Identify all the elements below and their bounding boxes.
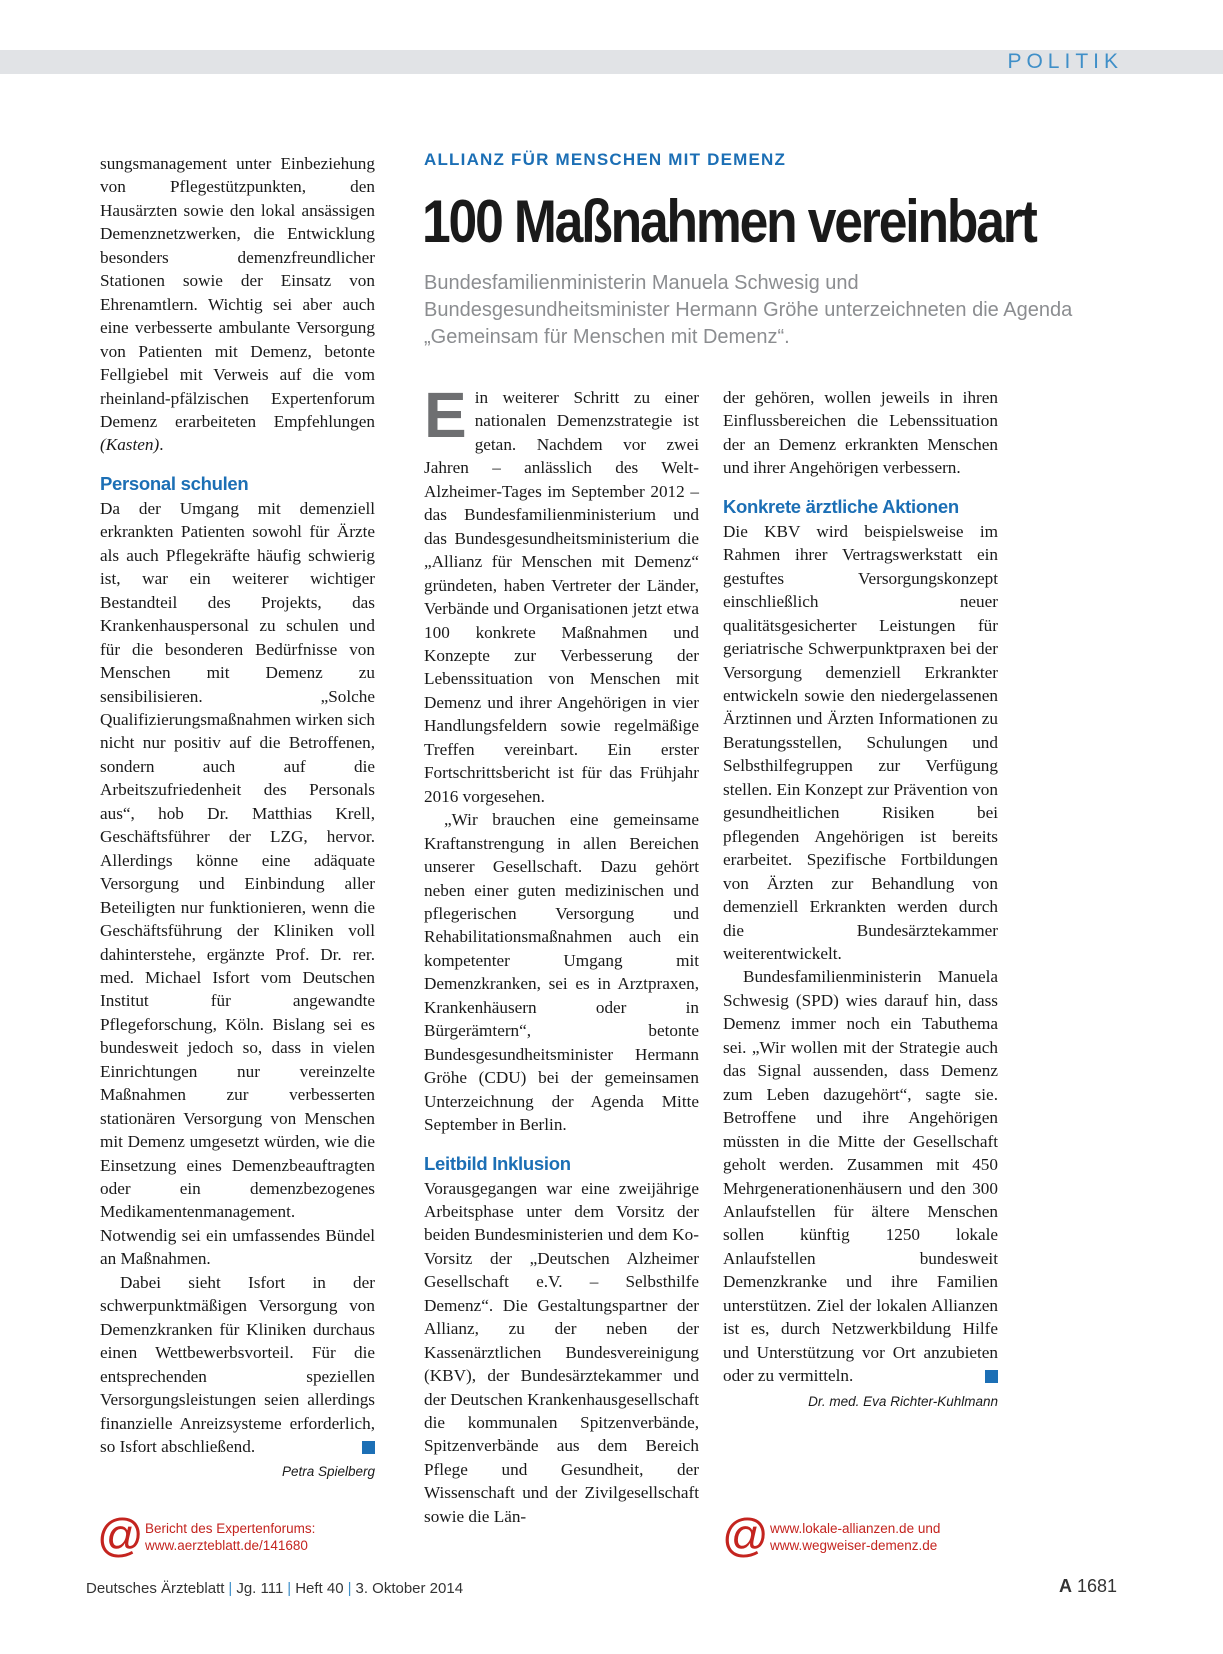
author-byline: Dr. med. Eva Richter-Kuhlmann	[808, 1393, 998, 1409]
subheading-leitbild-inklusion: Leitbild Inklusion	[424, 1152, 571, 1174]
journal-name: Deutsches Ärzteblatt	[86, 1580, 225, 1597]
journal-volume: Jg. 111	[236, 1580, 284, 1597]
paragraph: Bundesfamilienministerin Manuela Schwesig (SPD) wies darauf hin, dass Demenz immer noch ein Tabuthema sei. „Wir wollen mit der Strategie auch das Signal aussenden, dass Demenz zum Leben dazugehört“, sagte sie. Betroffene und ihre Angehörigen müssten in die Mitte der Gesellschaft geholt werden. Zusammen mit 450 Mehrgenerationenhäusern und den 300 Anlaufstellen für ältere Menschen sollen künftig 1250 lokale Anlaufstellen bundesweit Demenzkranke und ihre Familien unterstützen. Ziel der lokalen Allianzen ist es, durch Netzwerkbildung Hilfe und Unterstützung vor Ort anzubieten oder zu vermitteln.	[723, 967, 998, 1386]
paragraph: Die KBV wird beispielsweise im Rahmen ihrer Vertragswerkstatt ein gestuftes Versorgungskonzept einschließlich neuer qualitätsgesicherter Leistungen für geriatrische Schwerpunktpraxen bei der Versorgung demenziell Erkrankter entwickeln sowie den niedergelassenen Ärztinnen und Ärzten Informationen zu Beratungsstellen, Schulungen und Selbsthilfegruppen zur Verfügung stellen. Ein Konzept zur Prävention von gesundheitlichen Risiken bei pflegenden Angehörigen ist bereits erarbeitet. Spezifische Fortbildungen von Ärzten zur Behandlung von demenziell Erkrankten werden durch die Bundesärztekammer weiterentwickelt.	[723, 521, 998, 963]
end-mark-icon	[985, 1370, 998, 1383]
column-middle	[424, 379, 699, 1528]
paragraph: der gehören, wollen jeweils in ihren Einflussbereichen die Lebenssituation der an Demenz erkrankten Menschen und ihrer Angehörigen verbessern.	[723, 388, 998, 478]
column-left	[100, 152, 375, 1484]
web-link-expertenforum[interactable]: @ Bericht des Expertenforums: www.aerzteblatt.de/141680	[97, 1509, 316, 1561]
paragraph: Da der Umgang mit demenziell erkrankten Patienten sowohl für Ärzte als auch Pflegekräfte häufig schwierig ist, war ein weiterer wichtiger Bestandteil des Projekts, das Krankenhauspersonal zu schulen und für die besonderen Bedürfnisse von Menschen mit Demenz zu sensibilisieren. „Solche Qualifizierungsmaßnahmen wirken sich nicht nur positiv auf die Betroffenen, sondern auch auf die Arbeitszufriedenheit des Personals aus“, hob Dr. Matthias Krell, Geschäftsführer der LZG, hervor. Allerdings könne eine adäquate Versorgung und Einbindung aller Beteiligten nur funktionieren, wenn die Geschäftsführung der Kliniken voll dahinterstehe, ergänzte Prof. Dr. rer. med. Michael Isfort vom Deutschen Institut für angewandte Pflegeforschung, Köln. Bislang sei es bundesweit jedoch so, dass in vielen Einrichtungen nur vereinzelte Maßnahmen zur verbesserten stationären Versorgung von Menschen mit Demenz umgesetzt würden, wie die Einsetzung eines Demenzbeauftragten oder ein demenzbezogenes Medikamentenmanagement. Notwendig sei ein umfassendes Bündel an Maßnahmen.	[100, 498, 375, 1269]
paragraph: Ein weiterer Schritt zu einer nationalen Demenzstrategie ist getan. Nachdem vor zwei Jahren – anlässlich des Welt-Alzheimer-Tages im September 2012 – das Bundesfamilienministerium und das Bundesgesundheitsministerium die „Allianz für Menschen mit Demenz“ gründeten, haben Vertreter der Länder, Verbände und Organisationen jetzt etwa 100 konkrete Maßnahmen und Konzepte zur Verbesserung der Lebenssituation von Menschen mit Demenz und ihrer Angehörigen in vier Handlungsfeldern sowie regelmäßige Treffen vereinbart. Ein erster Fortschrittsbericht ist für das Frühjahr 2016 vorgesehen.	[424, 379, 699, 806]
article-lead: Bundesfamilienministerin Manuela Schwesig und Bundesgesundheitsminister Hermann Gröhe unterzeichneten die Agenda „Gemeinsam für Menschen mit Demenz“.	[424, 272, 1073, 348]
journal-date: 3. Oktober 2014	[355, 1580, 464, 1597]
paragraph: Dabei sieht Isfort in der schwerpunktmäßigen Versorgung von Demenzkranken für Kliniken durchaus einen Wettbewerbsvorteil. Für die entsprechenden speziellen Versorgungsleistungen seien allerdings finanzielle Anreizsysteme erforderlich, so Isfort abschließend.	[100, 1272, 375, 1457]
drop-cap: E	[424, 379, 467, 451]
paragraph: Vorausgegangen war eine zweijährige Arbeitsphase unter dem Vorsitz der beiden Bundesministerien und dem Ko-Vorsitz der „Deutschen Alzheimer Gesellschaft e.V. – Selbsthilfe Demenz“. Die Gestaltungspartner der Allianz, zu der neben der Kassenärztlichen Bundesvereinigung (KBV), der Bundesärztekammer und der Deutschen Krankenhausgesellschaft die kommunalen Spitzenverbände, Spitzenverbände aus dem Bereich Pflege und Gesundheit, der Wissenschaft und der Zivilgesellschaft sowie die Län-	[424, 1178, 699, 1526]
article-kicker: ALLIANZ FÜR MENSCHEN MIT DEMENZ	[424, 150, 787, 169]
column-right	[723, 386, 998, 1413]
journal-issue: Heft 40	[295, 1580, 344, 1597]
section-label: POLITIK	[1007, 50, 1123, 73]
subheading-personal-schulen: Personal schulen	[100, 472, 249, 494]
author-byline: Petra Spielberg	[281, 1464, 375, 1480]
paragraph: sungsmanagement unter Einbeziehung von Pflegestützpunkten, den Hausärzten sowie den lokal ansässigen Demenznetzwerken, die Entwicklung besonders demenzfreundlicher Stationen sowie der Einsatz von Ehrenamtlern. Wichtig sei aber auch eine verbesserte ambulante Versorgung von Patienten mit Demenz, betonte Fellgiebel mit Verweis auf die vom rheinland-pfälzischen Expertenforum Demenz erarbeiteten Empfehlungen (Kasten).	[100, 154, 375, 455]
page-number: A 1681	[1058, 1576, 1117, 1596]
paragraph: „Wir brauchen eine gemeinsame Kraftanstrengung in allen Bereichen unserer Gesellschaft. Dazu gehört neben einer guten medizinischen und pflegerischen Versorgung und Rehabilitationsmaßnahmen auch ein kompetenter Umgang mit Demenzkranken, sei es in Arztpraxen, Krankenhäusern oder in Bürgerämtern“, betonte Bundesgesundheitsminister Hermann Gröhe (CDU) bei der gemeinsamen Unterzeichnung der Agenda Mitte September in Berlin.	[424, 810, 699, 1135]
end-mark-icon	[362, 1441, 375, 1454]
at-sign-icon: @	[722, 1509, 769, 1561]
web-link-lokale-allianzen[interactable]: @ www.lokale-allianzen.de und www.wegweiser-demenz.de	[722, 1509, 941, 1561]
footer-separator: |	[228, 1580, 233, 1597]
footer-separator: |	[287, 1580, 292, 1597]
subheading-konkrete-aerztliche-aktionen: Konkrete ärztliche Aktionen	[723, 495, 959, 517]
at-sign-icon: @	[97, 1509, 144, 1561]
footer	[86, 1580, 463, 1597]
article-headline: 100 Maßnahmen vereinbart	[422, 188, 1036, 255]
footer-separator: |	[347, 1580, 352, 1597]
